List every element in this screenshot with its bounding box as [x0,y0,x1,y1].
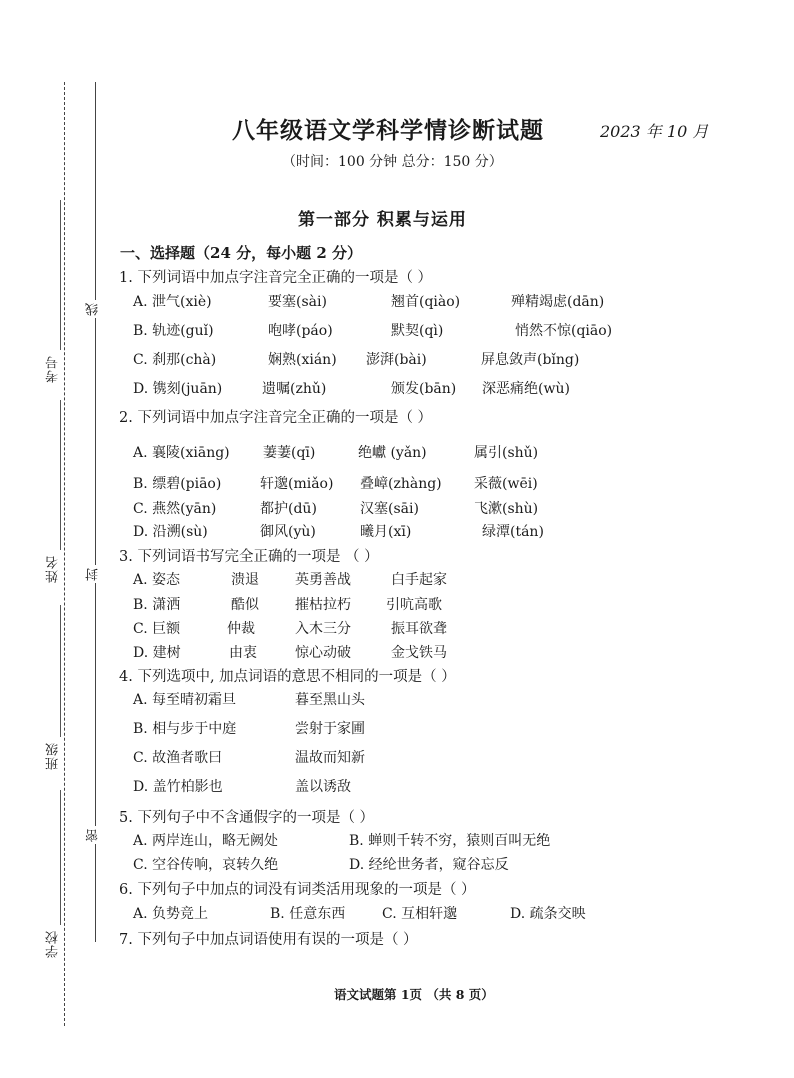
q2-option-c: C. 燕然(yān) [133,501,217,517]
q3-option-d-word4: 金戈铁马 [391,645,447,661]
seal-marker-secret: 密 [86,828,101,842]
seal-marker-seal: 封 [86,567,101,581]
q6-option-c: C. 互相轩邈 [382,906,458,922]
q3-option-a: A. 姿态 [133,572,181,588]
q4-option-a: A. 每至晴初霜旦 [133,692,237,708]
q4-option-a-word2: 暮至黑山头 [295,692,365,708]
q2-option-d-word3: 曦月(xī) [360,524,412,540]
q1-option-b: B. 轨迹(guǐ) [133,323,214,339]
q5-option-d: D. 经纶世务者，窥谷忘反 [349,857,509,873]
q2-option-b-word3: 叠嶂(zhàng) [360,476,442,492]
q2-option-c-word4: 飞漱(shù) [474,501,539,517]
question-1-stem: 1. 下列词语中加点字注音完全正确的一项是（ ） [119,270,433,286]
q1-option-c-word4: 屏息敛声(bǐng) [481,352,580,368]
school-label: 学校 [46,930,61,958]
q4-option-d-word2: 盖以诱敌 [295,779,351,795]
section-title: 一、选择题（24 分，每小题 2 分） [120,244,362,262]
q1-option-c-word2: 娴熟(xián) [268,352,337,368]
q4-option-c-word2: 温故而知新 [295,750,365,766]
exam-title: 八年级语文学科学情诊断试题 [232,117,544,144]
class-fill-line [60,605,61,737]
q3-option-c-word2: 仲裁 [227,621,255,637]
q6-option-b: B. 任意东西 [270,906,346,922]
q3-option-b-word3: 摧枯拉朽 [295,597,351,613]
q3-option-d: D. 建树 [133,645,181,661]
question-6-stem: 6. 下列句子中加点的词没有词类活用现象的一项是（ ） [119,882,476,898]
q6-option-a: A. 负势竞上 [133,906,209,922]
q1-option-b-word4: 悄然不惊(qiāo) [515,323,613,339]
q1-option-b-word3: 默契(qì) [391,323,444,339]
exam-subtitle: （时间：100 分钟 总分：150 分） [282,154,503,170]
q3-option-d-word2: 由衷 [229,645,257,661]
q3-option-b-word2: 酷似 [231,597,259,613]
q3-option-a-word2: 溃退 [231,572,259,588]
question-2-stem: 2. 下列词语中加点字注音完全正确的一项是（ ） [119,410,433,426]
q1-option-a-word4: 殚精竭虑(dān) [511,294,605,310]
q1-option-a: A. 泄气(xiè) [133,294,212,310]
q2-option-a-word3: 绝巘 (yǎn) [358,445,427,461]
q2-option-a-word4: 属引(shǔ) [474,445,539,461]
q6-option-d: D. 疏条交映 [510,906,586,922]
question-5-stem: 5. 下列句子中不含通假字的一项是（ ） [119,810,375,826]
q3-option-a-word4: 白手起家 [391,572,447,588]
q4-option-c: C. 故渔者歌曰 [133,750,223,766]
page-footer: 语文试题第 1页 （共 8 页） [334,987,494,1002]
name-label: 姓名 [46,555,61,583]
q2-option-b: B. 缥碧(piāo) [133,476,222,492]
binding-solid-line [95,82,96,942]
q2-option-c-word3: 汉塞(sāi) [360,501,419,517]
q5-option-a: A. 两岸连山，略无阙处 [133,833,279,849]
binding-dashed-line [64,82,65,1026]
question-3-stem: 3. 下列词语书写完全正确的一项是 （ ） [119,549,379,565]
q3-option-a-word3: 英勇善战 [295,572,351,588]
q4-option-d: D. 盖竹柏影也 [133,779,223,795]
q4-option-b: B. 相与步于中庭 [133,721,237,737]
q3-option-b: B. 潇洒 [133,597,181,613]
q3-option-c: C. 巨额 [133,621,181,637]
q1-option-a-word2: 要塞(sài) [268,294,327,310]
q1-option-d: D. 镌刻(juān) [133,381,223,397]
q4-option-b-word2: 尝射于家圃 [295,721,365,737]
q5-option-c: C. 空谷传响，哀转久绝 [133,857,279,873]
q3-option-b-word4: 引吭高歌 [386,597,442,613]
q1-option-c-word3: 澎湃(bài) [366,352,427,368]
q1-option-c: C. 刹那(chà) [133,352,217,368]
q3-option-c-word3: 入木三分 [295,621,351,637]
q2-option-b-word4: 采薇(wēi) [474,476,538,492]
q2-option-d-word2: 御风(yù) [260,524,316,540]
exam-number-fill-line [60,200,61,350]
name-fill-line [60,400,61,550]
exam-number-label: 考号 [46,355,61,383]
q2-option-c-word2: 都护(dū) [260,501,317,517]
q3-option-d-word3: 惊心动破 [295,645,351,661]
q5-option-b: B. 蝉则千转不穷，猿则百叫无绝 [349,833,551,849]
school-fill-line [60,790,61,925]
q1-option-a-word3: 翘首(qiào) [391,294,461,310]
q1-option-d-word2: 遗嘱(zhǔ) [262,381,327,397]
q2-option-d-word4: 绿潭(tán) [482,524,544,540]
q2-option-d: D. 沿溯(sù) [133,524,208,540]
q1-option-d-word4: 深恶痛绝(wù) [482,381,570,397]
q2-option-a: A. 襄陵(xiāng) [133,445,230,461]
q2-option-a-word2: 萋萋(qī) [263,445,316,461]
seal-marker-line: 线 [86,302,101,316]
exam-date: 2023 年 10 月 [600,122,709,141]
question-4-stem: 4. 下列选项中, 加点词语的意思不相同的一项是（ ） [119,669,456,685]
q2-option-b-word2: 轩邈(miǎo) [260,476,334,492]
q1-option-b-word2: 咆哮(páo) [268,323,333,339]
question-7-stem: 7. 下列句子中加点词语使用有误的一项是（ ） [119,932,418,948]
class-label: 班级 [46,742,61,770]
q3-option-c-word4: 振耳欲聋 [391,621,447,637]
part-title: 第一部分 积累与运用 [298,210,467,230]
q1-option-d-word3: 颁发(bān) [391,381,457,397]
